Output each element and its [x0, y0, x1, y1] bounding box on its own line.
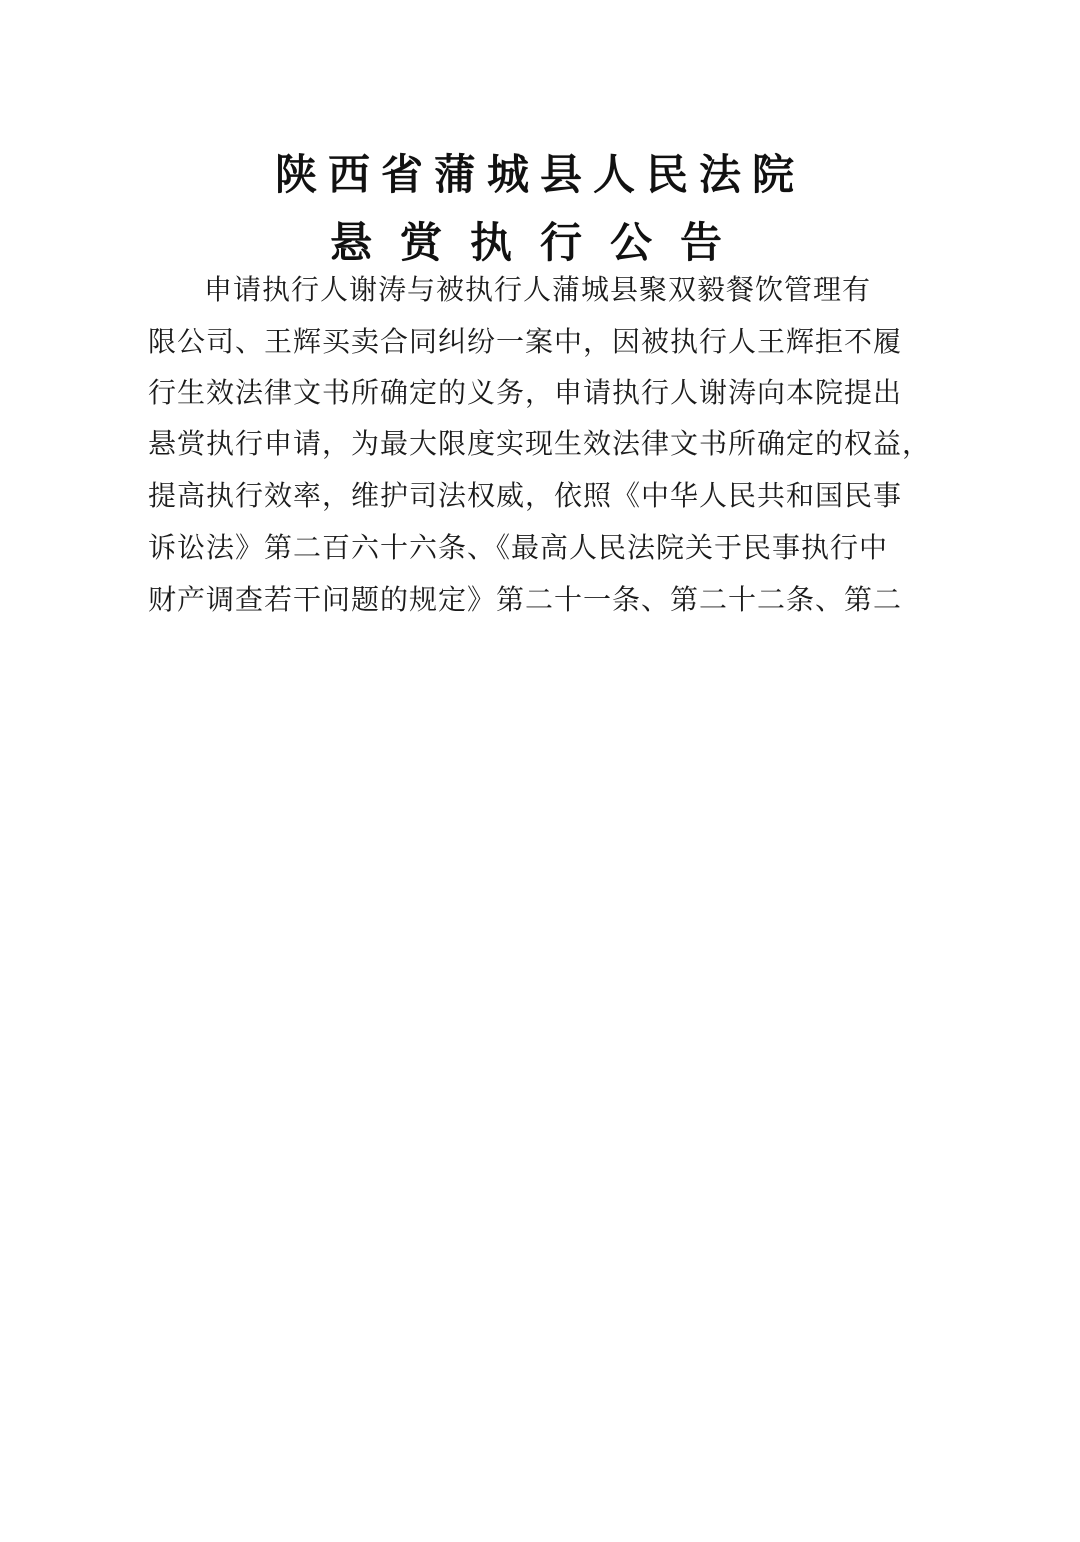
intro-line: 诉讼法》第二百六十六条、《最高人民法院关于民事执行中: [148, 531, 889, 564]
court-title: 陕西省蒲城县人民法院: [274, 150, 805, 199]
intro-line: 行生效法律文书所确定的义务，申请执行人谢涛向本院提出: [148, 376, 903, 409]
intro-line: 悬赏执行申请，为最大限度实现生效法律文书所确定的权益，: [148, 427, 932, 460]
notice-title: 悬赏执行公告: [329, 218, 750, 267]
intro-line: 提高执行效率，维护司法权威，依照《中华人民共和国民事: [148, 479, 903, 512]
intro-line: 申请执行人谢涛与被执行人蒲城县聚双毅餐饮管理有: [204, 273, 872, 306]
intro-line: 限公司、王辉买卖合同纠纷一案中，因被执行人王辉拒不履: [148, 325, 903, 358]
intro-line: 财产调查若干问题的规定》第二十一条、第二十二条、第二: [148, 583, 903, 616]
